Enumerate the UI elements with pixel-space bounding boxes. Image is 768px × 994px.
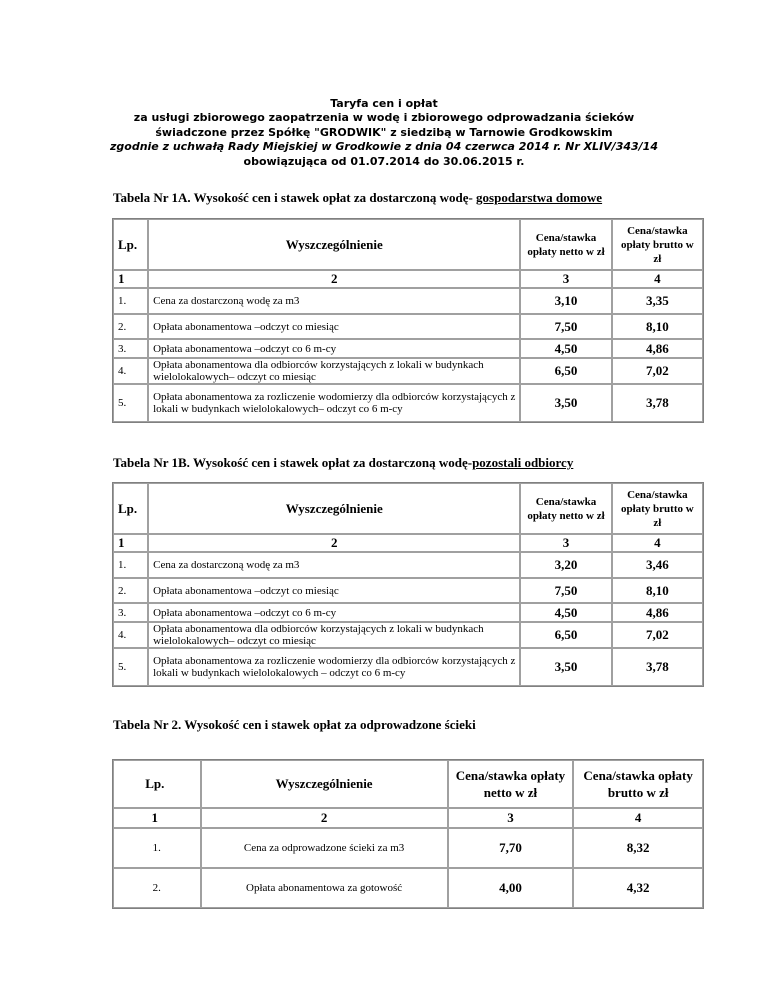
row-brutto: 8,10 (612, 314, 703, 339)
row-lp: 2. (113, 868, 201, 908)
header-netto: Cena/stawka opłaty netto w zł (520, 219, 611, 270)
index-cell: 2 (148, 534, 520, 552)
table-row (113, 648, 703, 686)
row-netto: 4,50 (520, 339, 611, 358)
row-description: Cena za dostarczoną wodę za m3 (148, 552, 520, 578)
row-brutto: 8,10 (612, 578, 703, 603)
table-row (113, 358, 703, 384)
table-row (113, 384, 703, 422)
table-1a-caption-text: Tabela Nr 1A. Wysokość cen i stawek opłat za dostarczoną wodę- (113, 190, 477, 205)
row-brutto: 3,78 (612, 648, 703, 686)
header-lp: Lp. (113, 760, 201, 808)
row-lp: 2. (113, 578, 148, 603)
row-brutto: 8,32 (573, 828, 703, 868)
table-1b (112, 482, 704, 687)
table-row (113, 314, 703, 339)
row-brutto: 4,86 (612, 339, 703, 358)
header-title: Taryfa cen i opłat (330, 97, 438, 110)
row-description: Opłata abonamentowa za rozliczenie wodomierzy dla odbiorców korzystających z lokali w budynkach wielolokalowych – odczyt co 6 m-cy (148, 648, 520, 686)
header-brutto: Cena/stawka opłaty brutto w zł (573, 760, 703, 808)
header-brutto: Cena/stawka opłaty brutto w zł (612, 483, 703, 534)
header-validity: obowiązująca od 01.07.2014 do 30.06.2015 r. (243, 154, 525, 168)
row-description: Opłata abonamentowa za gotowość (201, 868, 448, 908)
table-header-row (113, 219, 703, 270)
row-netto: 6,50 (520, 358, 611, 384)
row-description: Cena za dostarczoną wodę za m3 (148, 288, 520, 314)
row-description: Opłata abonamentowa –odczyt co 6 m-cy (148, 339, 520, 358)
row-lp: 1. (113, 828, 201, 868)
header-resolution: zgodnie z uchwałą Rady Miejskiej w Grodkowie z dnia 04 czerwca 2014 r. Nr XLIV/343/14 (110, 140, 658, 154)
index-cell: 4 (612, 534, 703, 552)
index-cell: 4 (612, 270, 703, 288)
row-description: Opłata abonamentowa dla odbiorców korzystających z lokali w budynkach wielolokalowych– odczyt co miesiąc (148, 622, 520, 648)
row-description: Opłata abonamentowa –odczyt co 6 m-cy (148, 603, 520, 622)
row-brutto: 3,46 (612, 552, 703, 578)
table-1a (112, 218, 704, 423)
index-cell: 1 (113, 270, 148, 288)
row-brutto: 3,35 (612, 288, 703, 314)
index-cell: 3 (520, 270, 611, 288)
header-lp: Lp. (113, 483, 148, 534)
header-description: Wyszczególnienie (148, 483, 520, 534)
row-lp: 1. (113, 552, 148, 578)
row-netto: 3,50 (520, 648, 611, 686)
table-1b-caption-underlined: pozostali odbiorcy (472, 455, 574, 470)
header-description: Wyszczególnienie (201, 760, 448, 808)
row-brutto: 7,02 (612, 358, 703, 384)
table-header-row (113, 483, 703, 534)
row-netto: 7,50 (520, 578, 611, 603)
row-lp: 2. (113, 314, 148, 339)
index-cell: 1 (113, 534, 148, 552)
row-lp: 5. (113, 384, 148, 422)
header-subtitle: za usługi zbiorowego zaopatrzenia w wodę i zbiorowego odprowadzania ścieków (133, 111, 635, 125)
index-row (113, 808, 703, 828)
table-row (113, 552, 703, 578)
table-row (113, 622, 703, 648)
header-netto: Cena/stawka opłaty netto w zł (448, 760, 574, 808)
row-lp: 3. (113, 603, 148, 622)
row-netto: 3,20 (520, 552, 611, 578)
row-lp: 1. (113, 288, 148, 314)
table-2-caption: Tabela Nr 2. Wysokość cen i stawek opłat za odprowadzone ścieki (113, 717, 476, 732)
header-provider: świadczone przez Spółkę "GRODWIK" z siedzibą w Tarnowie Grodkowskim (155, 125, 613, 139)
row-brutto: 4,32 (573, 868, 703, 908)
table-row (113, 288, 703, 314)
row-description: Cena za odprowadzone ścieki za m3 (201, 828, 448, 868)
index-cell: 3 (448, 808, 574, 828)
row-netto: 7,70 (448, 828, 574, 868)
row-brutto: 3,78 (612, 384, 703, 422)
row-description: Opłata abonamentowa –odczyt co miesiąc (148, 314, 520, 339)
row-lp: 5. (113, 648, 148, 686)
table-row (113, 868, 703, 908)
table-1b-caption (113, 455, 573, 471)
row-description: Opłata abonamentowa –odczyt co miesiąc (148, 578, 520, 603)
table-1a-caption-underlined: gospodarstwa domowe (476, 190, 603, 205)
row-netto: 3,50 (520, 384, 611, 422)
table-row (113, 339, 703, 358)
row-netto: 6,50 (520, 622, 611, 648)
table-1a-caption (113, 190, 602, 206)
index-row (113, 270, 703, 288)
row-netto: 7,50 (520, 314, 611, 339)
index-cell: 2 (148, 270, 520, 288)
index-cell: 1 (113, 808, 201, 828)
index-cell: 4 (573, 808, 703, 828)
header-description: Wyszczególnienie (148, 219, 520, 270)
row-brutto: 4,86 (612, 603, 703, 622)
row-lp: 3. (113, 339, 148, 358)
table-1b-caption-text: Tabela Nr 1B. Wysokość cen i stawek opłat za dostarczoną wodę- (113, 455, 473, 470)
table-row (113, 578, 703, 603)
row-netto: 4,00 (448, 868, 574, 908)
table-row (113, 603, 703, 622)
index-cell: 2 (201, 808, 448, 828)
index-cell: 3 (520, 534, 611, 552)
row-brutto: 7,02 (612, 622, 703, 648)
header-brutto: Cena/stawka opłaty brutto w zł (612, 219, 703, 270)
row-lp: 4. (113, 358, 148, 384)
row-description: Opłata abonamentowa dla odbiorców korzystających z lokali w budynkach wielolokalowych– odczyt co miesiąc (148, 358, 520, 384)
document-header (0, 97, 768, 169)
table-header-row (113, 760, 703, 808)
index-row (113, 534, 703, 552)
row-lp: 4. (113, 622, 148, 648)
header-lp: Lp. (113, 219, 148, 270)
row-netto: 3,10 (520, 288, 611, 314)
header-netto: Cena/stawka opłaty netto w zł (520, 483, 611, 534)
table-2 (112, 759, 704, 909)
row-netto: 4,50 (520, 603, 611, 622)
row-description: Opłata abonamentowa za rozliczenie wodomierzy dla odbiorców korzystających z lokali w budynkach wielolokalowych– odczyt co 6 m-cy (148, 384, 520, 422)
table-row (113, 828, 703, 868)
